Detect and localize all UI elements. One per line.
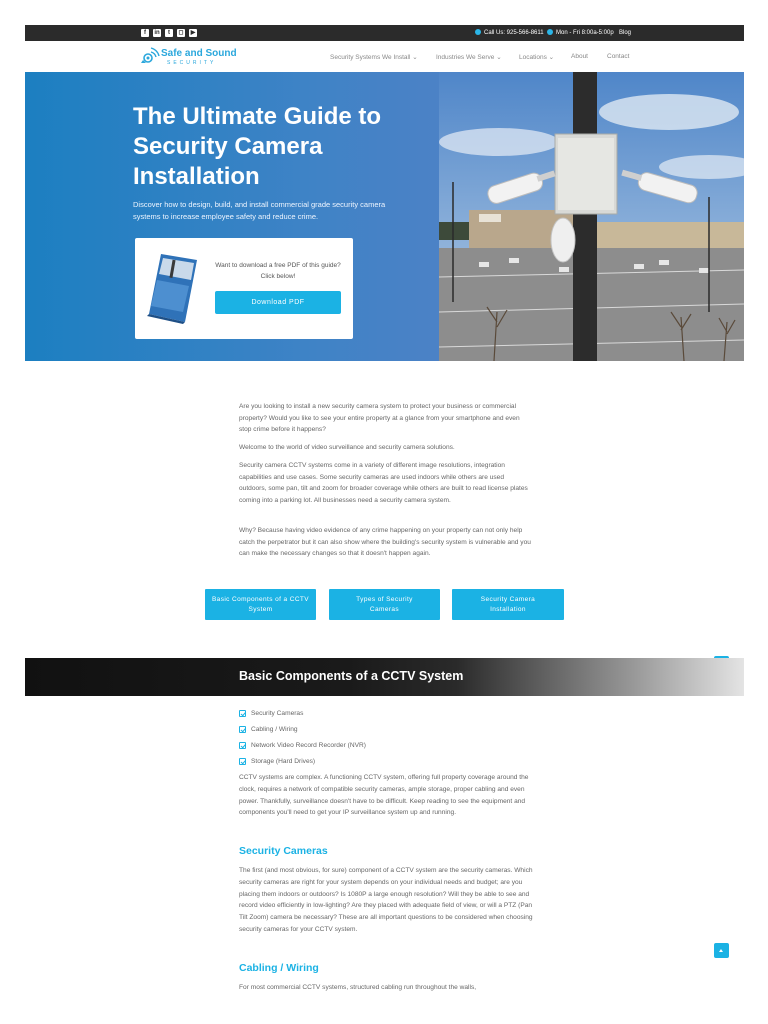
logo-subtext: SECURITY bbox=[167, 60, 217, 66]
nav-locations[interactable]: Locations ⌄ bbox=[519, 54, 555, 61]
top-bar bbox=[25, 25, 744, 41]
hero-camera-photo bbox=[439, 72, 744, 361]
instagram-icon[interactable]: ◻ bbox=[178, 30, 184, 36]
hero-subtitle: Discover how to design, build, and install commercial grade security camera systems to increase employee safety and reduce crime. bbox=[133, 200, 386, 221]
checkbox-icon bbox=[239, 742, 246, 749]
linkedin-icon[interactable]: in bbox=[154, 30, 160, 36]
logo-shield-icon bbox=[139, 45, 161, 67]
jump-camera-types-button[interactable]: Types of Security Cameras bbox=[329, 589, 440, 620]
nav-security-systems[interactable]: Security Systems We Install ⌄ bbox=[330, 54, 418, 61]
checklist-item bbox=[239, 708, 539, 724]
checklist-label: Security Cameras bbox=[251, 710, 304, 717]
cabling-paragraph: For most commercial CCTV systems, structured cabling run throughout the walls, bbox=[239, 984, 477, 991]
logo[interactable] bbox=[139, 45, 239, 69]
checklist-label: Network Video Record Recorder (NVR) bbox=[251, 742, 366, 749]
checklist-item bbox=[239, 740, 539, 756]
youtube-icon[interactable]: ▶ bbox=[190, 30, 196, 36]
checklist-label: Cabling / Wiring bbox=[251, 726, 298, 733]
main-nav bbox=[25, 41, 744, 72]
logo-text: Safe and Sound bbox=[161, 48, 237, 59]
components-checklist bbox=[239, 708, 539, 772]
twitter-icon[interactable]: t bbox=[165, 29, 173, 37]
social-links bbox=[141, 29, 197, 37]
heading-security-cameras: Security Cameras bbox=[239, 845, 328, 857]
hero-title: The Ultimate Guide to Security Camera Installation bbox=[133, 103, 382, 190]
components-paragraph: CCTV systems are complex. A functioning CCTV system, offering full property coverage around the clock, requires a network of compatible security cameras, ample storage, proper cabling and even power. Thankfully, surveillance doesn't have to be difficult. Keep reading to see the equipment and components you'll need to get your IP surveillance system up and running. bbox=[239, 774, 529, 817]
jump-basic-components-button[interactable]: Basic Components of a CCTV System bbox=[205, 589, 316, 620]
phone-icon bbox=[475, 29, 481, 35]
download-pdf-button[interactable]: Download PDF bbox=[215, 291, 341, 314]
clock-icon bbox=[547, 29, 553, 35]
nav-contact[interactable]: Contact bbox=[607, 53, 630, 60]
hours-text: Mon - Fri 8:00a-5:00p bbox=[556, 30, 614, 36]
intro-paragraph-1: Are you looking to install a new security camera system to protect your business or commercial property? Would you like to see your entire property at a glance from your smartphone and even stop crime before it happens? bbox=[239, 403, 520, 433]
phone-link[interactable] bbox=[475, 28, 544, 38]
hours-info bbox=[547, 28, 614, 38]
checklist-item bbox=[239, 724, 539, 740]
phone-text: Call Us: 925-566-8611 bbox=[484, 30, 544, 36]
intro-paragraph-2: Welcome to the world of video surveillance and security camera solutions. bbox=[239, 444, 455, 451]
hero-section bbox=[25, 72, 744, 361]
nav-about[interactable]: About bbox=[571, 53, 588, 60]
nav-industries[interactable]: Industries We Serve ⌄ bbox=[436, 54, 502, 61]
page bbox=[25, 25, 744, 1000]
blog-link[interactable]: Blog bbox=[619, 30, 632, 36]
security-cameras-paragraph: The first (and most obvious, for sure) component of a CCTV system are the security cameras. Which security cameras are right for your system depends on your individual needs and budget; are you placing them indoors or outdoors? Is 1080P a large enough resolution? Will they be able to see and record video efficiently in low-lighting? Are they placed with adequate field of view, or will a PTZ (Pan Tilt Zoom) camera be necessary? These are all important questions to be considered when choosing security cameras for your CCTV system. bbox=[239, 867, 533, 933]
checkbox-icon bbox=[239, 726, 246, 733]
heading-cabling: Cabling / Wiring bbox=[239, 962, 319, 974]
facebook-icon[interactable]: f bbox=[141, 29, 149, 37]
intro-paragraph-3: Security camera CCTV systems come in a variety of different image resolutions, integration capabilities and use cases. Some security cameras are used indoors while others are used outdoors, some pan, tilt and zoom for broader coverage while others are built to read license plates coming into a parking lot. All businesses need a security camera system. bbox=[239, 462, 528, 504]
checkbox-icon bbox=[239, 758, 246, 765]
download-card-text: Want to download a free PDF of this guide? Click below! bbox=[215, 262, 341, 280]
checklist-item bbox=[239, 756, 539, 772]
checklist-label: Storage (Hard Drives) bbox=[251, 758, 316, 765]
download-card bbox=[135, 238, 353, 339]
section-header-bar bbox=[25, 658, 744, 696]
intro-paragraph-4: Why? Because having video evidence of any crime happening on your property can not only help catch the perpetrator but it can also show where the building's security system is vulnerable and you can make the necessary changes so that it doesn't happen again. bbox=[239, 527, 531, 557]
scroll-top-button[interactable] bbox=[714, 943, 729, 958]
ebook-cover-image bbox=[147, 250, 199, 324]
checkbox-icon bbox=[239, 710, 246, 717]
section-title: Basic Components of a CCTV System bbox=[239, 669, 464, 683]
jump-installation-button[interactable]: Security Camera Installation bbox=[452, 589, 564, 620]
